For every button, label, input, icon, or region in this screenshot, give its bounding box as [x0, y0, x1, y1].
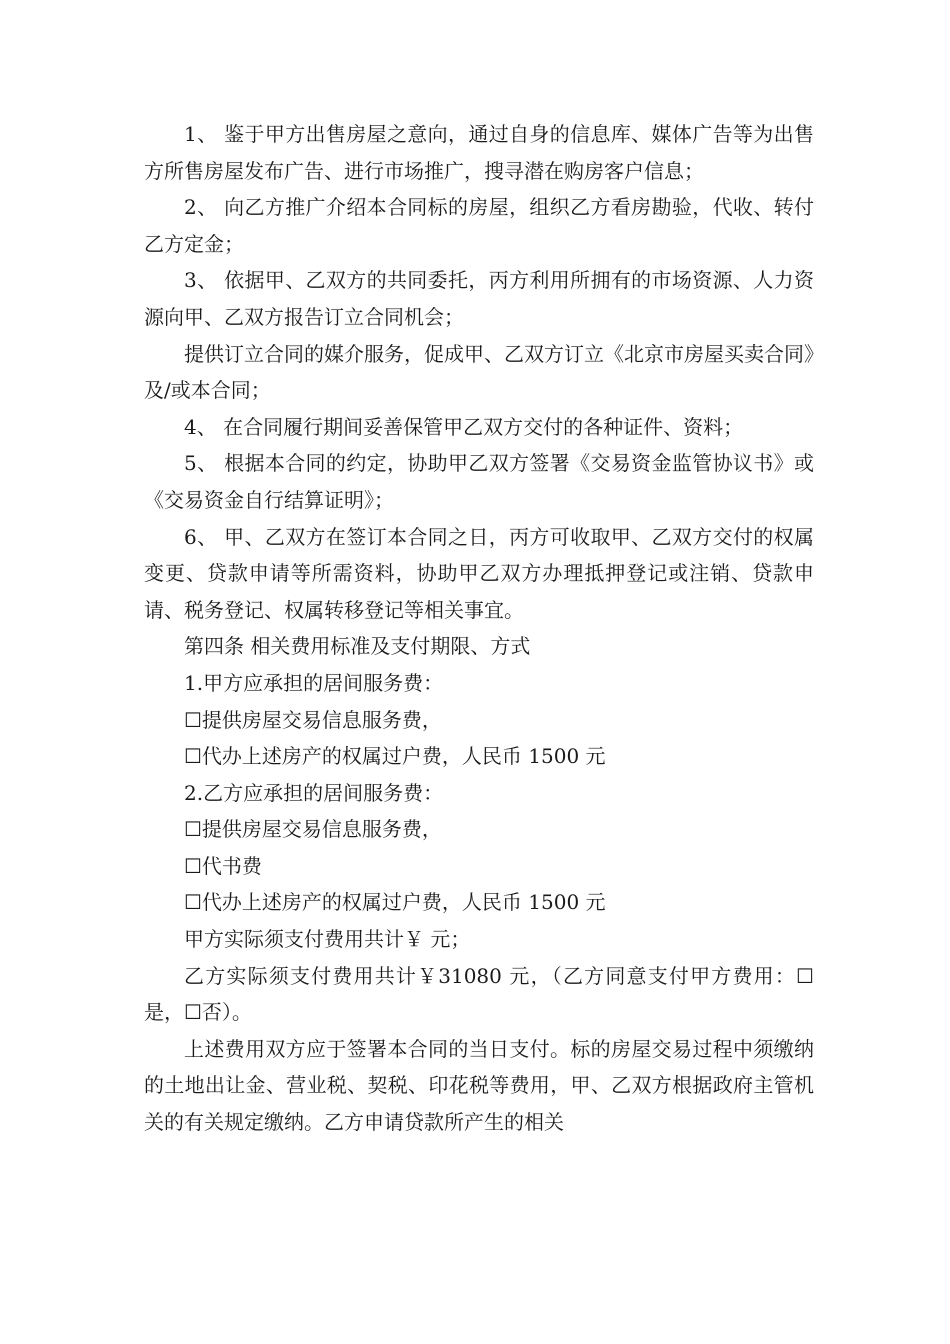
party-b-fee-drafting: ☐代书费: [184, 853, 262, 878]
party-b-fee-heading: 2.乙方应承担的居间服务费：: [184, 780, 444, 805]
clause-3: 3、 依据甲、乙双方的共同委托，丙方利用所拥有的市场资源、人力资源向甲、乙双方报告订立合同机会；: [144, 268, 814, 329]
document-body: [144, 116, 814, 1141]
clause-2: 2、 向乙方推广介绍本合同标的房屋，组织乙方看房勘验，代收、转付乙方定金；: [144, 195, 814, 256]
party-b-fee-transfer: ☐代办上述房产的权属过户费，人民币 1500 元: [184, 890, 606, 915]
party-a-total-fee: 甲方实际须支付费用共计￥ 元；: [184, 927, 471, 952]
payment-terms: 上述费用双方应于签署本合同的当日支付。标的房屋交易过程中须缴纳的土地出让金、营业税、契税、印花税等费用，甲、乙双方根据政府主管机关的有关规定缴纳。乙方申请贷款所产生的相关: [144, 1036, 814, 1135]
clause-1: 1、 鉴于甲方出售房屋之意向，通过自身的信息库、媒体广告等为出售方所售房屋发布广告、进行市场推广，搜寻潜在购房客户信息；: [144, 122, 814, 183]
section-title: 第四条 相关费用标准及支付期限、方式: [184, 634, 531, 659]
party-b-fee-info-service: ☐提供房屋交易信息服务费，: [184, 817, 442, 842]
clause-media-service: 提供订立合同的媒介服务，促成甲、乙双方订立《北京市房屋买卖合同》及/或本合同；: [144, 341, 814, 403]
party-b-total-fee: 乙方实际须支付费用共计￥31080 元，（乙方同意支付甲方费用：☐是，☐否）。: [144, 963, 814, 1025]
party-a-fee-transfer: ☐代办上述房产的权属过户费，人民币 1500 元: [184, 744, 606, 769]
party-a-fee-heading: 1.甲方应承担的居间服务费：: [184, 670, 444, 695]
clause-5: 5、 根据本合同的约定，协助甲乙双方签署《交易资金监管协议书》或《交易资金自行结算证明》；: [144, 451, 814, 512]
clause-4: 4、 在合同履行期间妥善保管甲乙双方交付的各种证件、资料；: [184, 414, 744, 439]
clause-6: 6、 甲、乙双方在签订本合同之日，丙方可收取甲、乙双方交付的权属变更、贷款申请等所需资料，协助甲乙双方办理抵押登记或注销、贷款申请、税务登记、权属转移登记等相关事宜。: [144, 524, 814, 622]
party-a-fee-info-service: ☐提供房屋交易信息服务费，: [184, 707, 442, 732]
